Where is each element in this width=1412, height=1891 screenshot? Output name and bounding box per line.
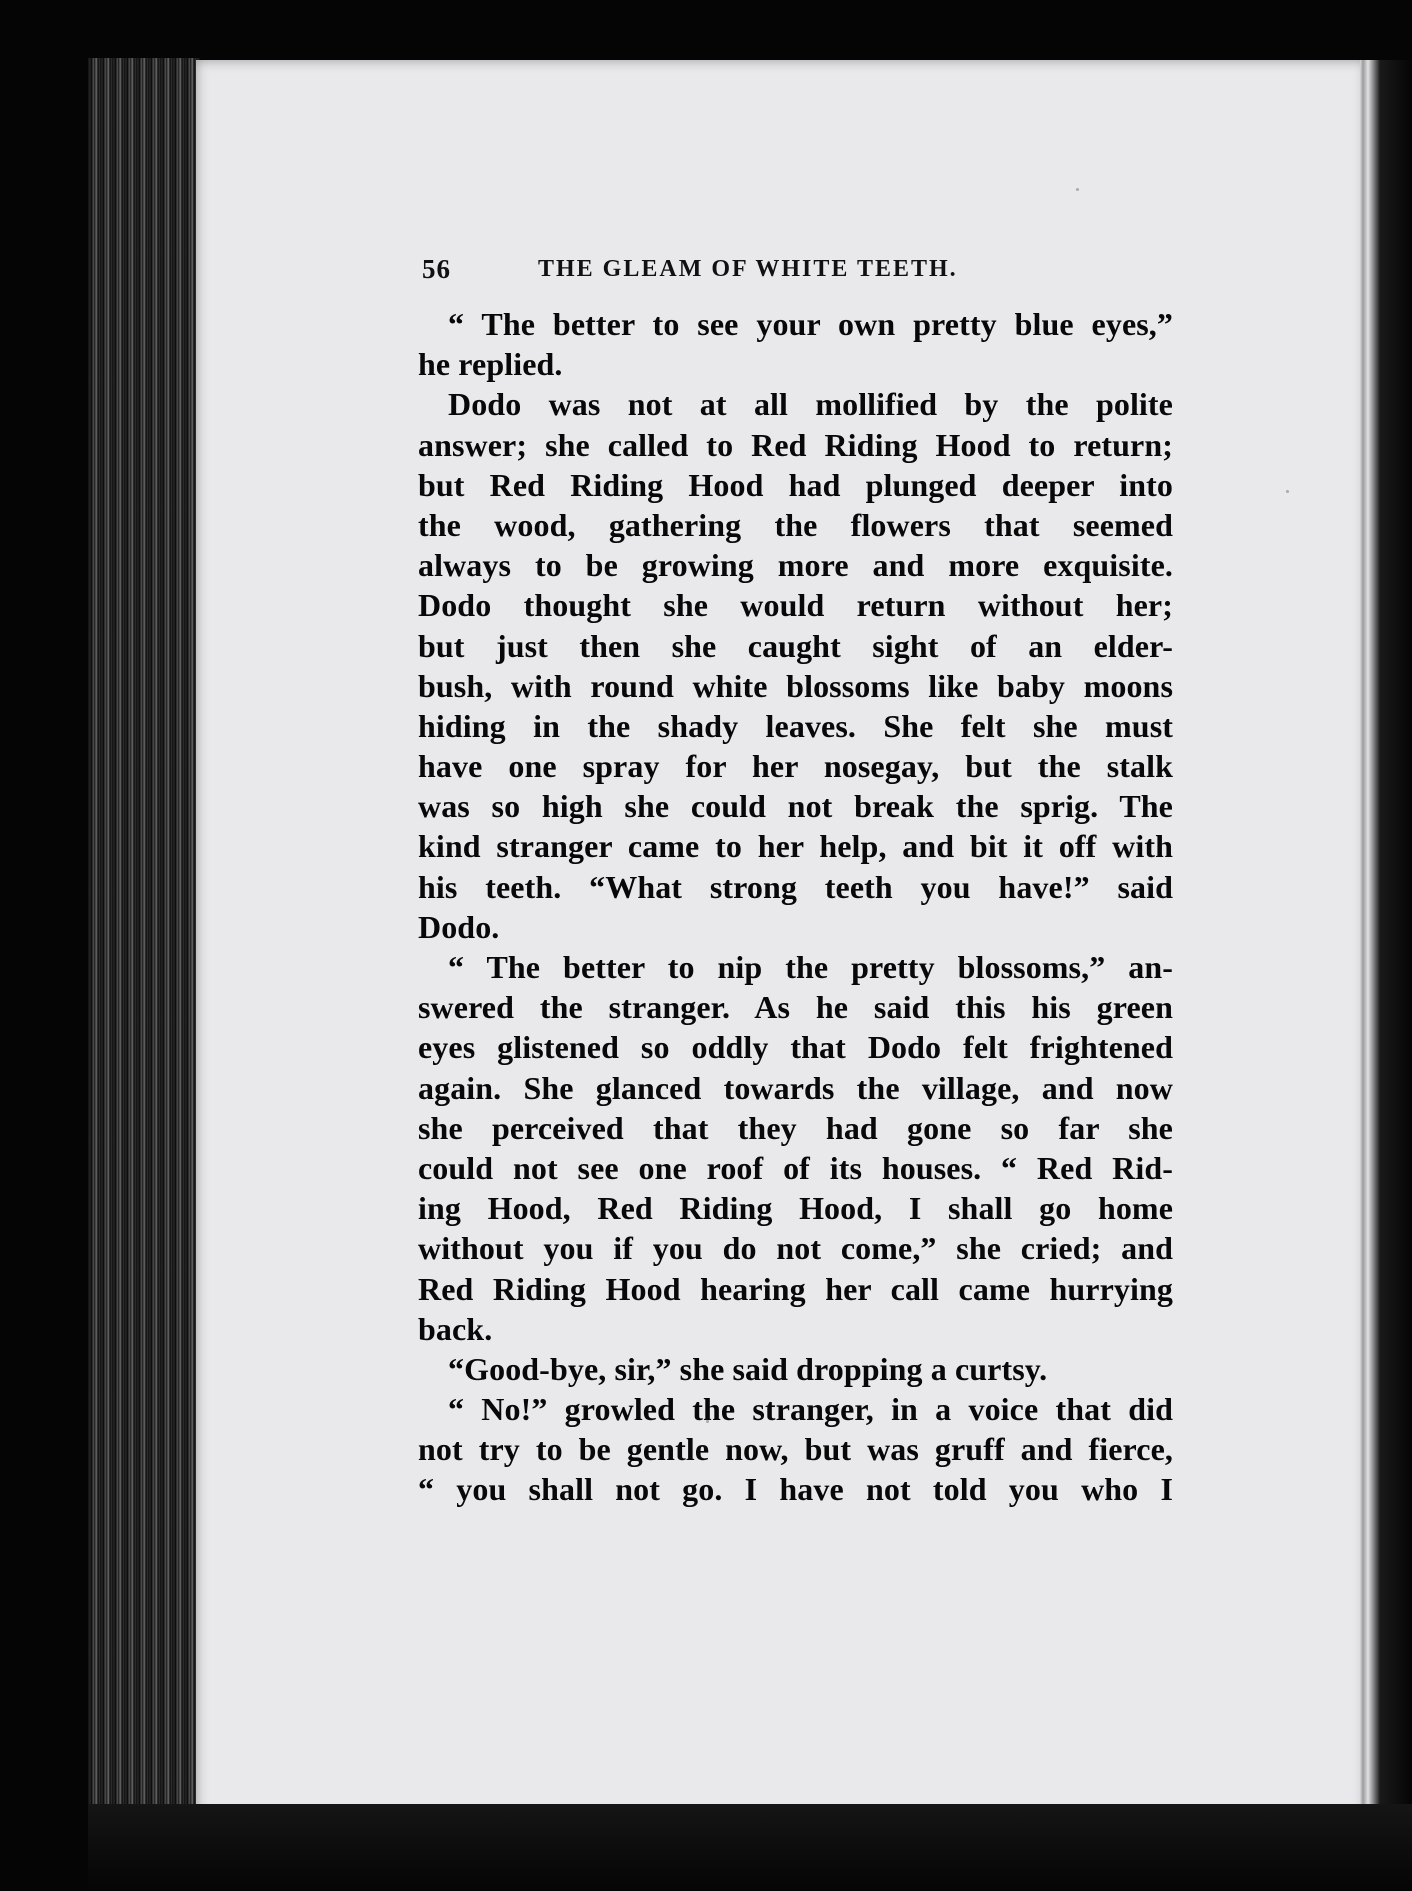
text-line: “Good-bye, sir,” she said dropping a curtsy. <box>448 1350 1048 1387</box>
text-line: “ The better to nip the pretty blossoms,” an- <box>448 949 1173 985</box>
text-line: was so high she could not break the sprig. The <box>418 788 1173 825</box>
text-line: she perceived that they had gone so far she <box>418 1109 1173 1146</box>
text-line: hiding in the shady leaves. She felt she must <box>418 707 1173 744</box>
text-line: eyes glistened so oddly that Dodo felt frightened <box>418 1029 1173 1066</box>
paper-speck <box>1286 490 1289 493</box>
text-line: Red Riding Hood hearing her call came hurrying <box>418 1270 1173 1307</box>
text-line: “ No!” growled the stranger, in a voice that did <box>448 1391 1173 1428</box>
text-line: always to be growing more and more exquisite. <box>418 547 1173 584</box>
text-line: could not see one roof of its houses. “ Red Rid- <box>418 1149 1173 1186</box>
text-line: ing Hood, Red Riding Hood, I shall go home <box>418 1190 1173 1227</box>
text-line: but just then she caught sight of an elder- <box>418 627 1173 664</box>
text-line: the wood, gathering the flowers that seemed <box>418 506 1173 543</box>
text-line: without you if you do not come,” she cried; and <box>418 1230 1173 1267</box>
text-line: answer; she called to Red Riding Hood to return; <box>418 426 1173 463</box>
text-line: bush, with round white blossoms like baby moons <box>418 667 1173 704</box>
running-title: THE GLEAM OF WHITE TEETH. <box>538 256 958 282</box>
text-line: back. <box>418 1310 493 1347</box>
text-line: he replied. <box>418 346 563 383</box>
text-line: again. She glanced towards the village, and now <box>418 1069 1173 1106</box>
text-line: Dodo. <box>418 908 500 945</box>
book-page-edges <box>88 58 200 1810</box>
scan-bottom-shadow <box>88 1804 1412 1891</box>
text-line: Dodo thought she would return without her; <box>418 587 1173 624</box>
text-line: but Red Riding Hood had plunged deeper into <box>418 466 1173 503</box>
text-line: kind stranger came to her help, and bit it off with <box>418 828 1173 865</box>
running-head <box>422 248 1182 290</box>
book-binding-edge <box>1360 60 1412 1820</box>
page-text <box>418 304 1173 1510</box>
paper-speck <box>1076 188 1079 191</box>
text-line: have one spray for her nosegay, but the stalk <box>418 748 1173 785</box>
text-line: not try to be gentle now, but was gruff and fierce, <box>418 1431 1173 1468</box>
text-line: “ you shall not go. I have not told you who I <box>418 1471 1173 1508</box>
text-line: Dodo was not at all mollified by the polite <box>448 386 1173 423</box>
text-line: his teeth. “What strong teeth you have!” said <box>418 868 1173 905</box>
text-line: “ The better to see your own pretty blue eyes,” <box>448 306 1173 342</box>
text-line: swered the stranger. As he said this his green <box>418 989 1173 1026</box>
page-number: 56 <box>422 254 451 284</box>
